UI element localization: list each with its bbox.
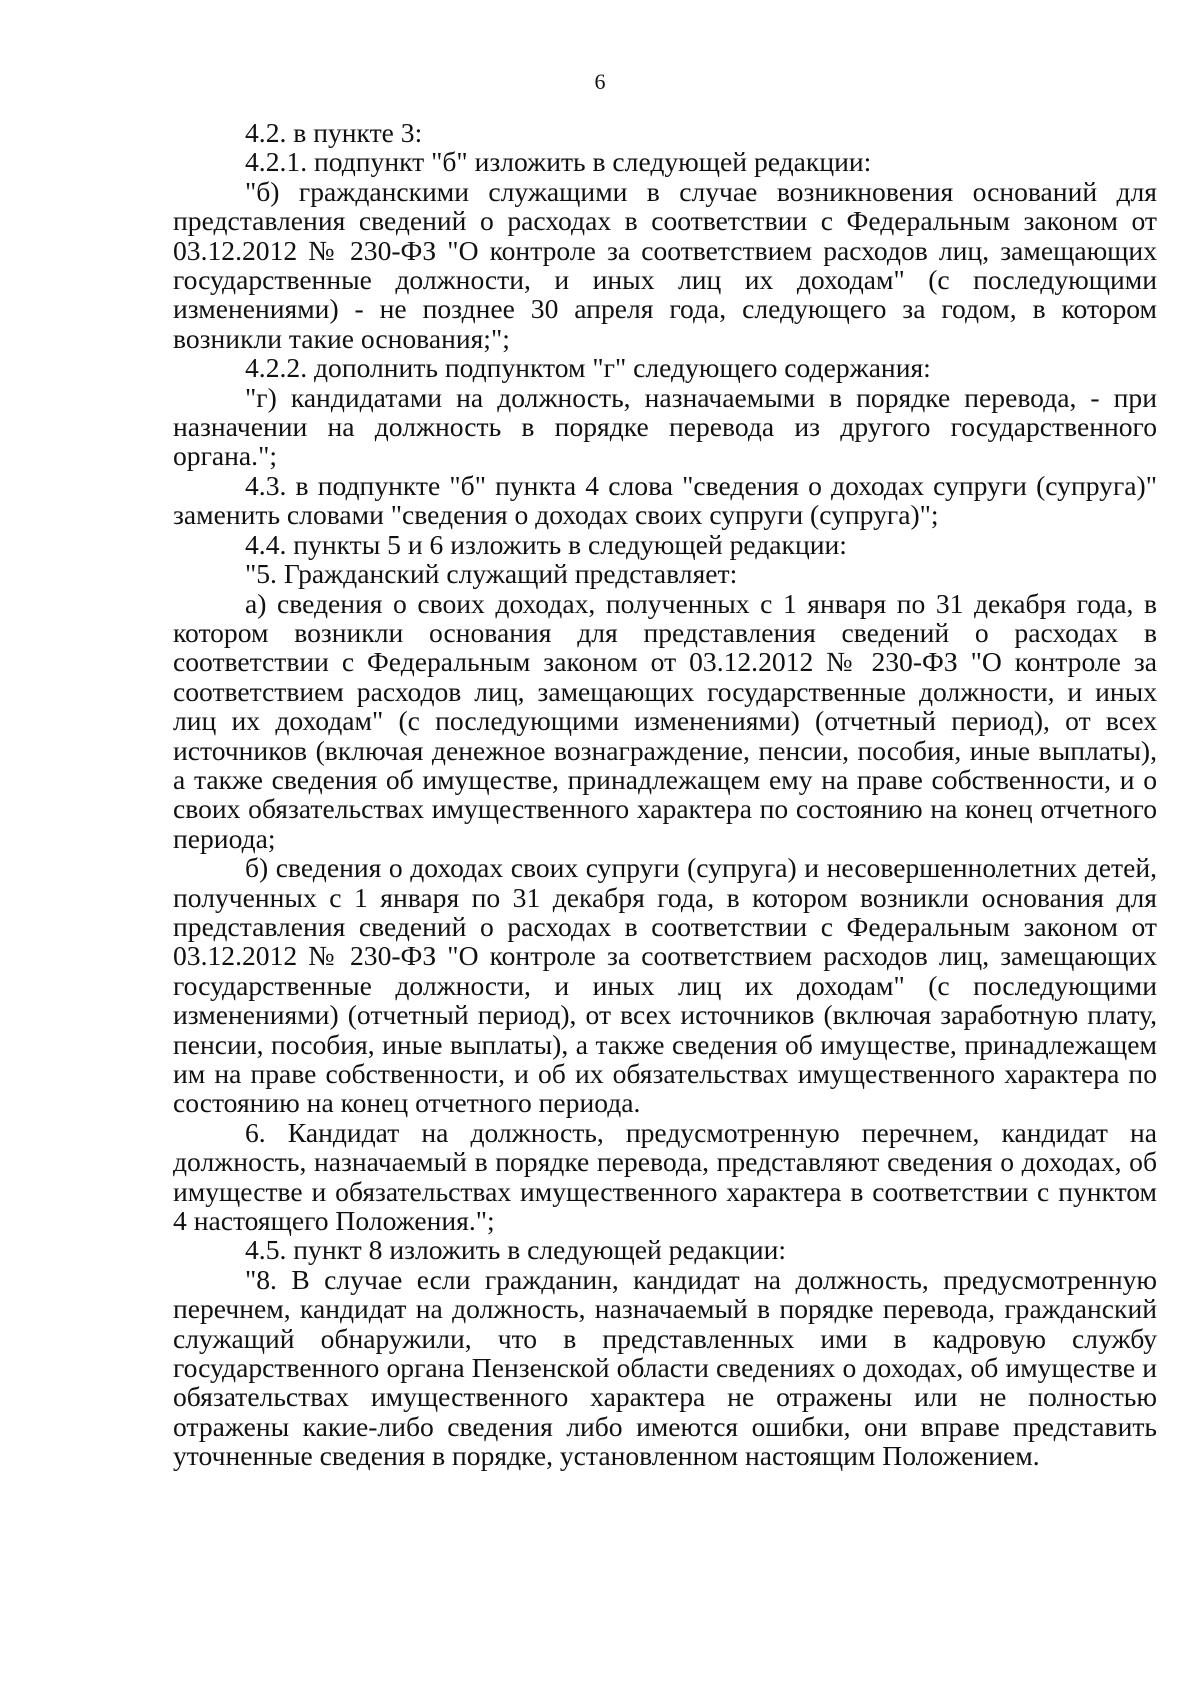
paragraph-item-5: "5. Гражданский служащий представляет: [245, 558, 738, 590]
paragraph-subitem-b: "б) гражданскими служащими в случае возникновения оснований для представления сведений о расходах в соответствии с Федеральным законом от 03.12.2012 № 230-ФЗ "О контроле за соответствием расходов лиц, замещающих государственные должности, и иных лиц их доходам" (с последующими изменениями) - не позднее 30 апреля года, следующего за годом, в котором возникли такие основания;"; [173, 175, 1157, 354]
paragraph-4-4: 4.4. пункты 5 и 6 изложить в следующей редакции: [245, 528, 847, 560]
document-body [173, 118, 1157, 1471]
paragraph-item-6: 6. Кандидат на должность, предусмотренную перечнем, кандидат на должность, назначаемый в порядке перевода, представляют сведения о доходах, об имуществе и обязательствах имущественного характера в соответствии с пунктом 4 настоящего Положения."; [173, 1116, 1157, 1237]
paragraph-item-5-a: а) сведения о своих доходах, полученных с 1 января по 31 декабря года, в котором возникли основания для представления сведений о расходах в соответствии с Федеральным законом от 03.12.2012 № 230-ФЗ "О контроле за соответствием расходов лиц, замещающих государственные должности, и иных лиц их доходам" (с последующими изменениями) (отчетный период), от всех источников (включая денежное вознаграждение, пенсии, пособия, иные выплаты), а также сведения об имуществе, принадлежащем ему на праве собственности, и о своих обязательствах имущественного характера по состоянию на конец отчетного периода; [173, 587, 1157, 854]
paragraph-4-5: 4.5. пункт 8 изложить в следующей редакции: [245, 1234, 787, 1266]
paragraph-4-3: 4.3. в подпункте "б" пункта 4 слова "сведения о доходах супруги (супруга)" заменить словами "сведения о доходах своих супруги (супруга)"; [173, 469, 1157, 531]
paragraph-subitem-g: "г) кандидатами на должность, назначаемыми в порядке перевода, - при назначении на должность в порядке перевода из другого государственного органа."; [173, 381, 1157, 472]
paragraph-4-2-2: 4.2.2. дополнить подпунктом "г" следующего содержания: [245, 352, 931, 384]
paragraph-4-2: 4.2. в пункте 3: [245, 117, 423, 148]
paragraph-item-5-b: б) сведения о доходах своих супруги (супруга) и несовершеннолетних детей, полученных с 1 января по 31 декабря года, в котором возникли основания для представления сведений о расходах в соответствии с Федеральным законом от 03.12.2012 № 230-ФЗ "О контроле за соответствием расходов лиц, замещающих государственные должности, и иных лиц их доходам" (с последующими изменениями) (отчетный период), от всех источников (включая заработную плату, пенсии, пособия, иные выплаты), а также сведения об имуществе, принадлежащем им на праве собственности, и об их обязательствах имущественного характера по состоянию на конец отчетного периода. [173, 852, 1157, 1119]
paragraph-4-2-1: 4.2.1. подпункт "б" изложить в следующей редакции: [245, 146, 872, 178]
page-number: 6 [594, 69, 606, 94]
paragraph-item-8: "8. В случае если гражданин, кандидат на должность, предусмотренную перечнем, кандидат на должность, назначаемый в порядке перевода, гражданский служащий обнаружили, что в представленных ими в кадровую службу государственного органа Пензенской области сведениях о доходах, об имуществе и обязательствах имущественного характера не отражены или не полностью отражены какие-либо сведения либо имеются ошибки, они вправе представить уточненные сведения в порядке, установленном настоящим Положением. [173, 1263, 1157, 1472]
